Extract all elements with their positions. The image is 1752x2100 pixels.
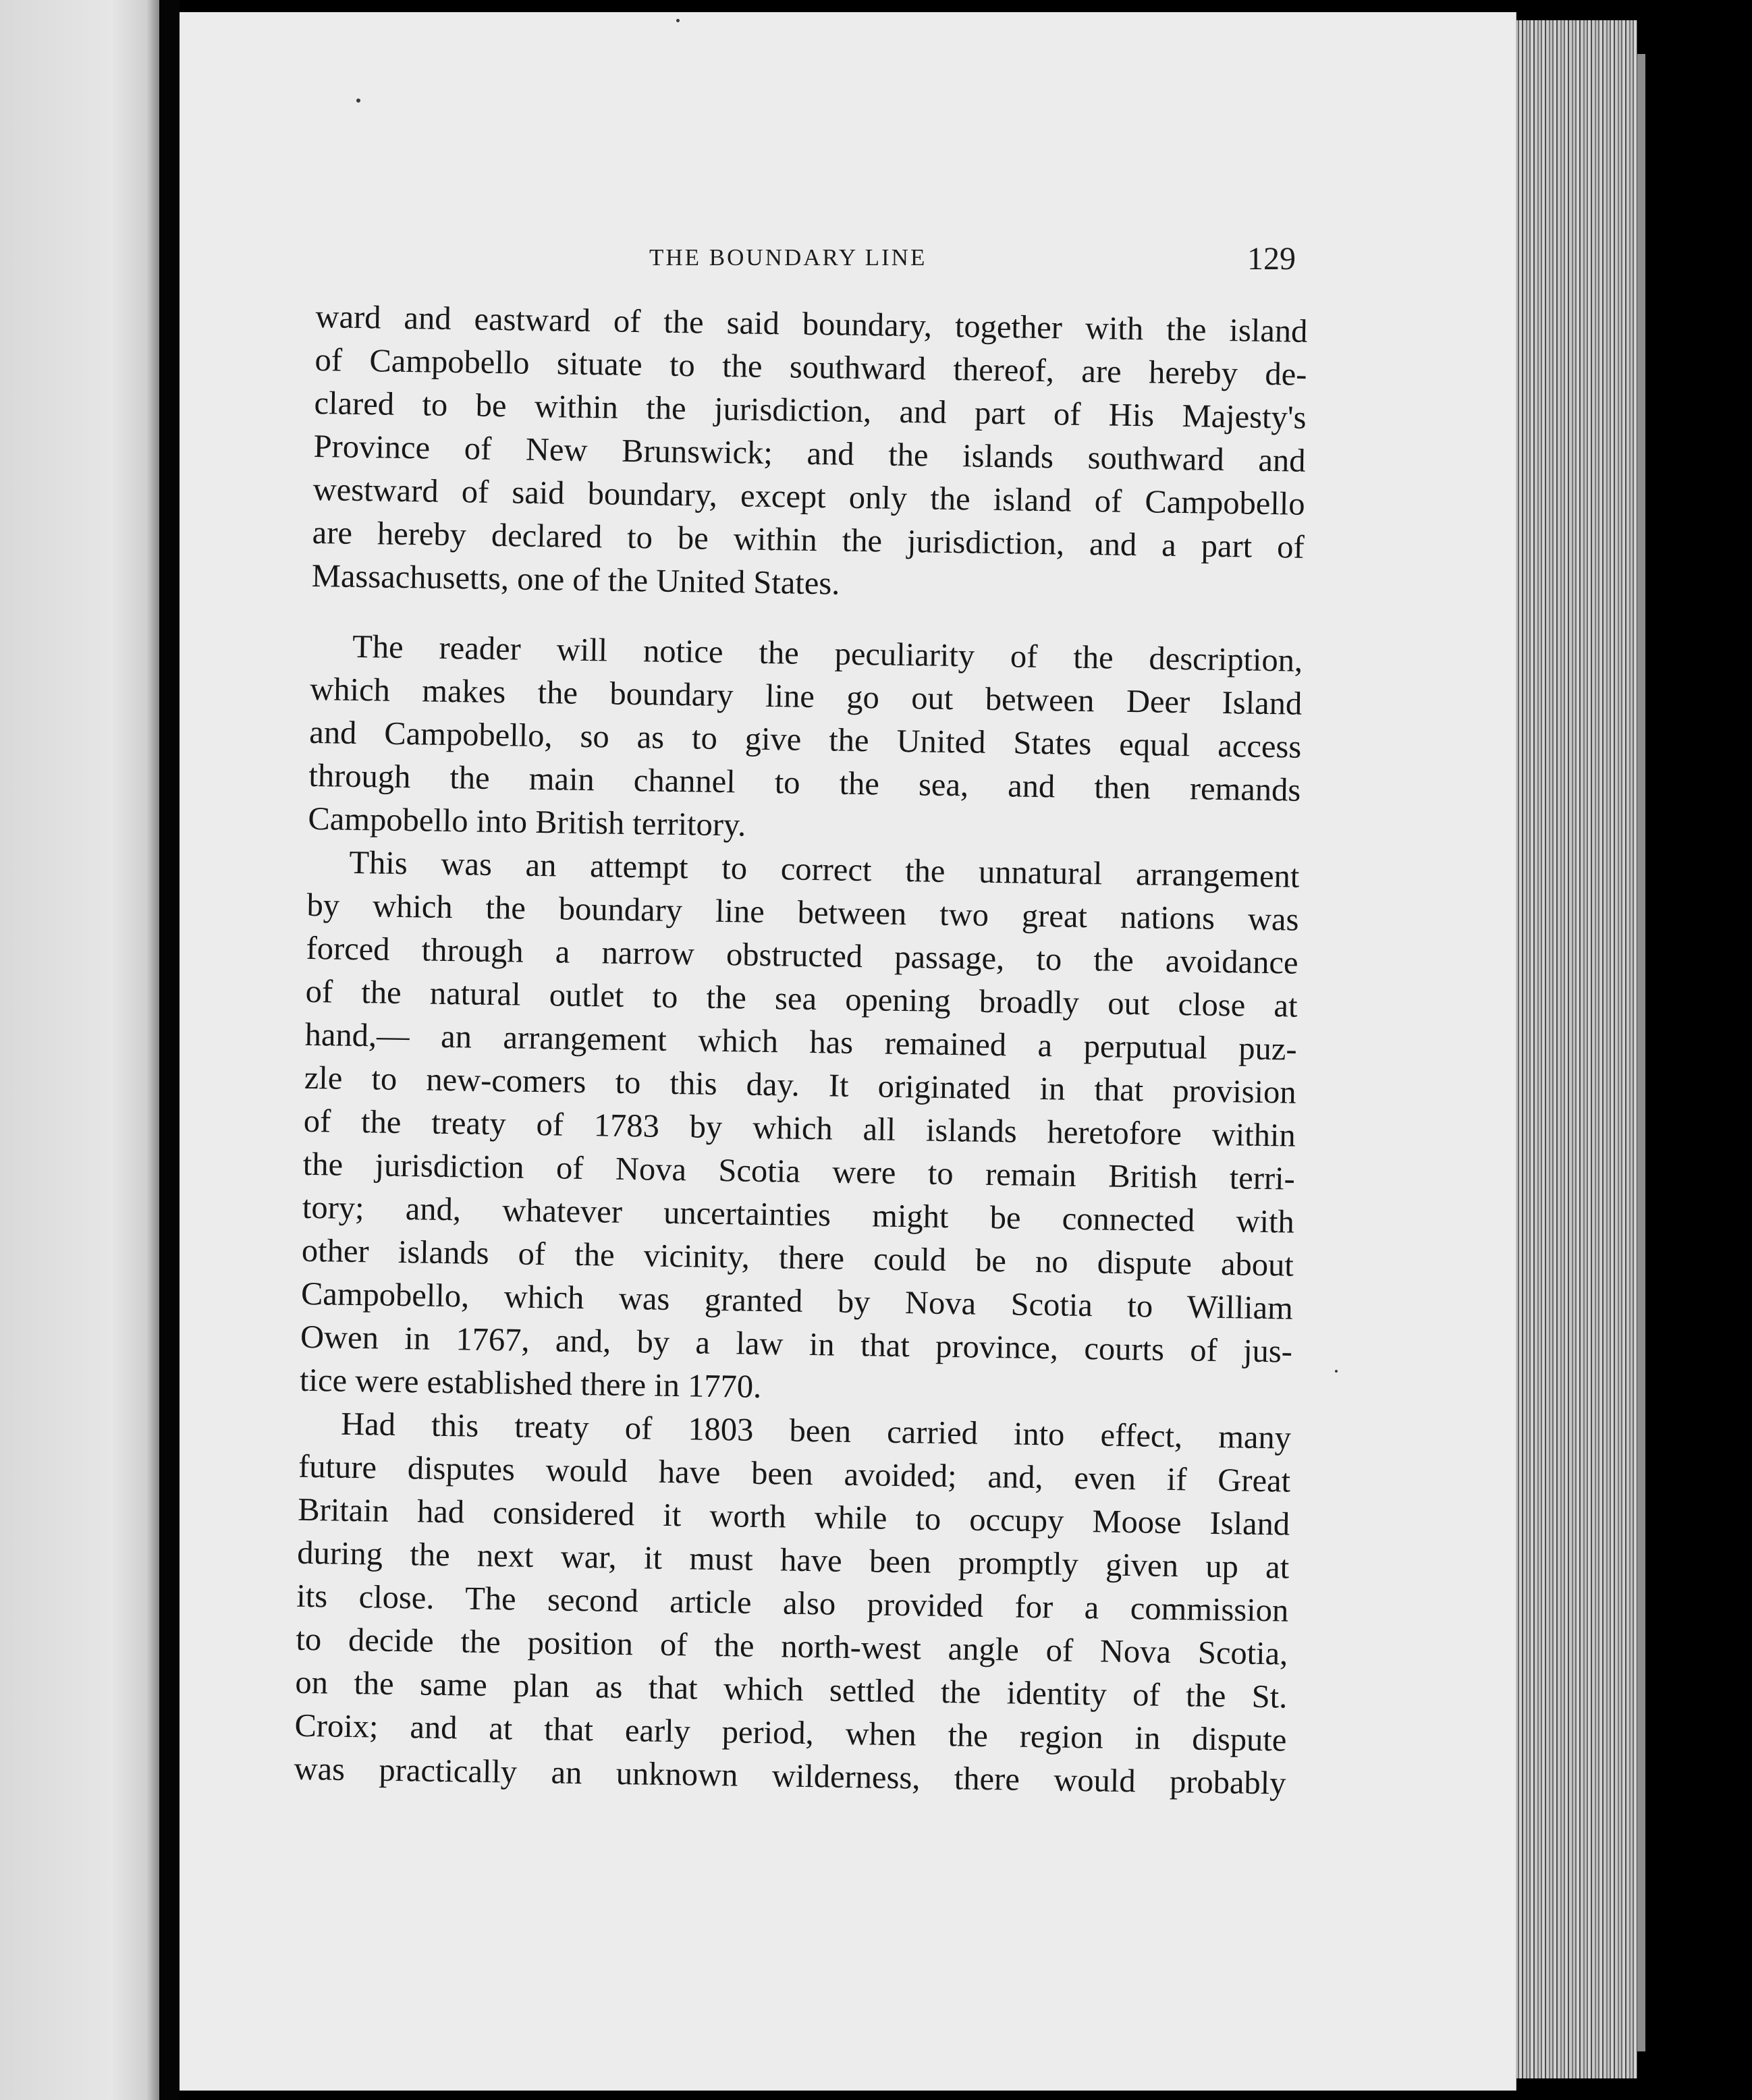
text-line: forced through a narrow obstructed passage, to the avoidance — [306, 930, 1298, 981]
quoted-treaty-text — [311, 296, 1307, 613]
text-line: other islands of the vicinity, there could be no dispute about — [301, 1232, 1294, 1283]
text-line: ward and eastward of the said boundary, together with the island — [315, 298, 1308, 350]
text-line: and Campobello, so as to give the United States equal access — [309, 714, 1302, 765]
running-title: THE BOUNDARY LINE — [649, 244, 927, 271]
paragraph — [294, 1402, 1291, 1806]
text-line: on the same plan as that which settled the identity of the St. — [295, 1664, 1288, 1715]
text-line: zle to new-comers to this day. It originated in that provision — [304, 1059, 1297, 1111]
text-line: of Campobello situate to the southward thereof, are hereby de- — [314, 341, 1307, 393]
text-line: Campobello, which was granted by Nova Scotia to William — [300, 1275, 1294, 1327]
paragraph — [300, 841, 1300, 1417]
text-line: Britain had considered it worth while to occupy Moose Island — [297, 1491, 1290, 1543]
text-line: future disputes would have been avoided; and, even if Great — [298, 1448, 1291, 1499]
text-line: The reader will notice the peculiarity of the description, — [352, 628, 1303, 679]
text-line: Had this treaty of 1803 been carried into effect, many — [340, 1406, 1292, 1456]
text-line: tice were established there in 1770. — [299, 1362, 762, 1405]
facing-page-edge — [0, 0, 159, 2100]
text-line: of the treaty of 1783 by which all islands heretofore within — [303, 1103, 1296, 1154]
text-line: its close. The second article also provided for a commission — [296, 1578, 1289, 1629]
text-line: by which the boundary line between two great nations was — [306, 887, 1299, 938]
text-line: Province of New Brunswick; and the islands southward and — [313, 428, 1306, 479]
paper-speck — [1335, 1370, 1338, 1373]
text-line: which makes the boundary line go out between Deer Island — [309, 671, 1303, 722]
text-line: Owen in 1767, and, by a law in that province, courts of jus- — [300, 1319, 1293, 1370]
text-line: during the next war, it must have been promptly given up at — [296, 1535, 1290, 1586]
text-line: Campobello into British territory. — [308, 800, 746, 844]
cover-edge — [1637, 54, 1645, 2051]
text-line: tory; and, whatever uncertainties might be connected with — [302, 1189, 1295, 1240]
text-line: was practically an unknown wilderness, there would probably — [294, 1750, 1286, 1802]
text-line: Croix; and at that early period, when the region in dispute — [294, 1707, 1287, 1759]
text-line: through the main channel to the sea, and then remands — [308, 757, 1301, 808]
paper-speck — [356, 99, 360, 103]
text-line: the jurisdiction of Nova Scotia were to remain British terri- — [302, 1146, 1296, 1197]
text-line: Massachusetts, one of the United States. — [311, 557, 840, 602]
text-line: to decide the position of the north-west angle of Nova Scotia, — [296, 1621, 1288, 1672]
page-number: 129 — [1247, 241, 1296, 277]
paper-speck — [676, 19, 680, 22]
text-line: are hereby declared to be within the jurisdiction, and a part of — [312, 514, 1305, 565]
text-line: hand,— an arrangement which has remained a perputual puz- — [304, 1016, 1297, 1068]
text-line: of the natural outlet to the sea opening broadly out close at — [305, 973, 1298, 1024]
text-line: clared to be within the jurisdiction, and part of His Majesty's — [314, 385, 1307, 436]
text-line: westward of said boundary, except only the island of Campobello — [312, 471, 1305, 522]
running-header — [337, 240, 1296, 281]
text-line: This was an attempt to correct the unnatural arrangement — [349, 844, 1300, 895]
scan-background — [1645, 0, 1752, 2100]
page-block-edges — [1516, 20, 1637, 2078]
body-text — [294, 296, 1308, 1806]
book-gutter — [159, 0, 180, 2100]
paragraph — [308, 625, 1303, 856]
